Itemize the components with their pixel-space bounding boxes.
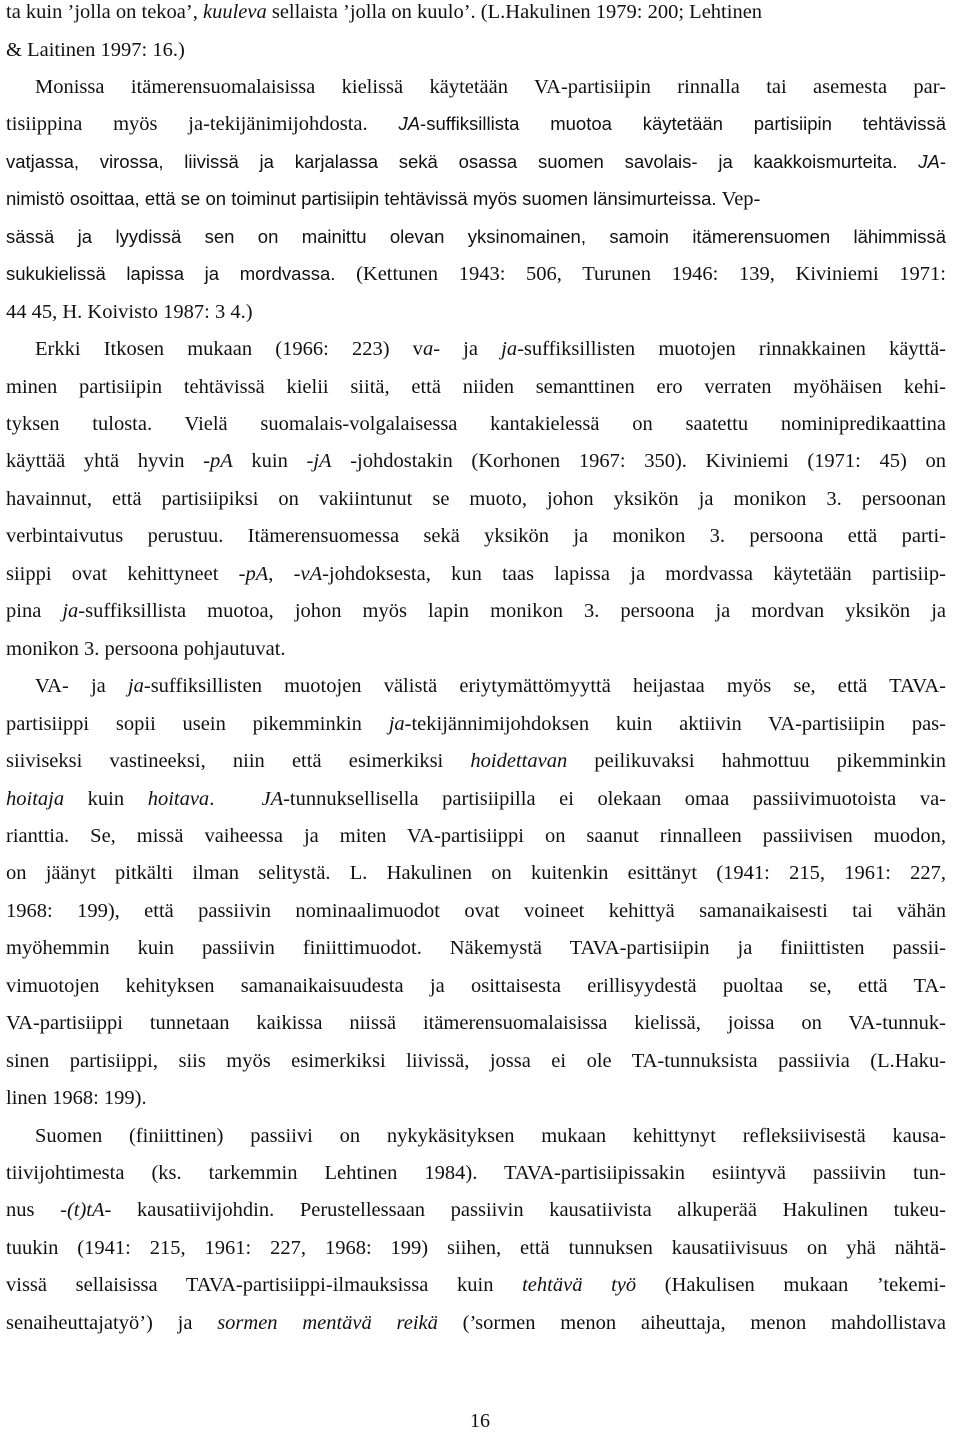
italic-term: JA xyxy=(261,787,284,810)
text-line xyxy=(6,714,946,735)
italic-term: pA xyxy=(209,450,233,473)
text-segment: havainnut, että partisiipiksi on vakiintunut se muoto, johon yksikön ja monikon 3. persoonan xyxy=(6,487,946,510)
italic-term: hoidettavan xyxy=(470,750,568,772)
text-line xyxy=(6,863,946,884)
text-line xyxy=(6,1238,946,1259)
text-segment: . xyxy=(209,787,262,810)
text-segment: tuukin (1941: 215, 1961: 227, 1968: 199) siihen, että tunnuksen kausatiivisuus on yhä nähtä- xyxy=(6,1236,946,1259)
text-segment: Erkki Itkosen mukaan (1966: 223) v xyxy=(35,338,423,361)
text-segment: vissä sellaisissa TAVA-partisiippi-ilmauksissa kuin xyxy=(6,1274,523,1297)
text-segment: VA- ja xyxy=(35,675,128,698)
text-line xyxy=(6,2,946,23)
text-segment: vimuotojen kehityksen samanaikaisuudesta ja osittaisesta erillisyydestä puoltaa se, että TA- xyxy=(6,974,946,997)
text-segment: -johdoksesta, kun taas lapissa ja mordvassa käytetään partisiip- xyxy=(322,562,947,585)
text-segment: - ja xyxy=(433,338,502,361)
text-line xyxy=(6,414,946,435)
text-segment: siippi ovat kehittyneet - xyxy=(6,562,246,585)
text-segment: tyksen tulosta. Vielä suomalais-volgalaisessa kantakielessä on saatettu nominipredikaattina xyxy=(6,413,946,435)
italic-term: ja xyxy=(388,712,405,735)
text-segment: rianttia. Se, missä vaiheessa ja miten VA-partisiippi on saanut rinnalleen passiivisen muodon, xyxy=(6,824,946,847)
text-line xyxy=(6,601,946,622)
text-segment: partisiippi sopii usein pikemminkin xyxy=(6,712,389,735)
text-segment: sellaista ’jolla on kuulo’. (L.Hakulinen 1979: 200; Lehtinen xyxy=(266,1,763,23)
italic-term: ja xyxy=(127,675,144,698)
text-segment: minen partisiipin tehtävissä kielii siitä, että niiden semanttinen ero verraten myöhäisen kehi- xyxy=(6,375,946,398)
text-segment: -suffiksillista muotoa käytetään partisiipin tehtävissä xyxy=(420,113,946,135)
text-line xyxy=(6,526,946,547)
italic-term: hoitaja xyxy=(6,787,65,810)
text-segment: - xyxy=(939,150,946,172)
text-line xyxy=(6,377,946,398)
text-segment: siiviseksi vastineeksi, niin että esimerkiksi xyxy=(6,750,471,772)
text-segment: verbintaivutus perustuu. Itämerensuomessa sekä yksikön ja monikon 3. persoona että parti- xyxy=(6,525,946,548)
italic-term: vA xyxy=(300,562,323,585)
text-segment: (’sormen menon aiheuttaja, menon mahdollistava xyxy=(437,1311,946,1334)
text-segment: linen 1968: 199). xyxy=(6,1087,147,1110)
text-segment: peilikuvaksi hahmottuu pikemminkin xyxy=(567,750,946,772)
text-segment: pina xyxy=(6,600,63,623)
text-line xyxy=(6,1088,946,1109)
text-segment: vatjassa, virossa, liivissä ja karjalassa sekä osassa suomen savolais- ja kaakkoismurteita. xyxy=(6,150,919,172)
text-line xyxy=(6,1313,946,1334)
text-segment: , - xyxy=(268,562,301,585)
text-segment: monikon 3. persoona pohjautuvat. xyxy=(6,637,286,660)
text-segment: nus - xyxy=(6,1199,67,1222)
italic-term: hoitava xyxy=(147,787,210,810)
text-line xyxy=(6,152,946,173)
italic-term: JA xyxy=(918,150,940,172)
text-line xyxy=(6,1163,946,1184)
text-line xyxy=(6,976,946,997)
text-line xyxy=(6,751,946,772)
italic-term: (t)tA xyxy=(66,1199,105,1222)
text-line xyxy=(6,227,946,248)
text-segment: käyttää yhtä hyvin - xyxy=(6,450,210,473)
text-line xyxy=(6,564,946,585)
text-segment: & Laitinen 1997: 16.) xyxy=(6,38,185,61)
italic-term: sormen mentävä reikä xyxy=(217,1311,438,1334)
text-line xyxy=(35,77,946,98)
text-segment: - kausatiivijohdin. Perustellessaan passiivin kausatiivista alkuperää Hakulinen tukeu- xyxy=(104,1199,946,1222)
text-line xyxy=(6,489,946,510)
text-segment: (Hakulisen mukaan ’tekemi- xyxy=(636,1274,946,1297)
text-segment: kuin xyxy=(64,787,148,810)
text-line xyxy=(6,451,946,472)
italic-term: ja xyxy=(501,338,518,361)
text-line xyxy=(6,789,946,810)
text-segment: (Kettunen 1943: 506, Turunen 1946: 139, Kiviniemi 1971: xyxy=(356,263,947,286)
italic-term: tehtävä työ xyxy=(522,1274,637,1297)
text-segment: myöhemmin kuin passiivin finiittimuodot. Näkemystä TAVA-partisiipin ja finiittisten passii- xyxy=(6,937,946,960)
page-number: 16 xyxy=(470,1410,490,1432)
text-line xyxy=(6,264,946,285)
text-line xyxy=(6,40,946,61)
text-segment: 44 45, H. Koivisto 1987: 3 4.) xyxy=(6,300,253,323)
text-segment: sässä ja lyydissä sen on mainittu olevan yksinomainen, samoin itämerensuomen lähimmissä xyxy=(6,225,946,247)
text-segment: tisiippina myös ja-tekijänimijohdosta. xyxy=(6,113,399,136)
text-segment: Monissa itämerensuomalaisissa kielissä käytetään VA-partisiipin rinnalla tai asemesta par- xyxy=(35,75,946,98)
text-line xyxy=(6,826,946,847)
text-segment: VA-partisiippi tunnetaan kaikissa niissä itämerensuomalaisissa kielissä, joissa on VA-tunnuk- xyxy=(6,1012,946,1035)
text-line xyxy=(6,901,946,922)
text-segment: senaiheuttajatyö’) ja xyxy=(6,1311,218,1334)
text-segment: sinen partisiippi, siis myös esimerkiksi liivissä, jossa ei ole TA-tunnuksista passiivia (L.Haku- xyxy=(6,1049,946,1072)
text-line xyxy=(6,189,946,210)
text-segment: Vep- xyxy=(721,188,761,211)
text-segment: -suffiksillisten muotojen rinnakkainen käyttä- xyxy=(517,338,947,361)
italic-term: kuuleva xyxy=(202,1,267,23)
italic-term: pA xyxy=(245,562,269,585)
text-line xyxy=(6,639,946,660)
text-line xyxy=(6,1051,946,1072)
text-segment: 1968: 199), että passiivin nominaalimuodot ovat voineet kehittyä samanaikaisesti tai vähän xyxy=(6,899,946,922)
text-segment: nimistö osoittaa, että se on toiminut partisiipin tehtävissä myös suomen länsimurteissa. xyxy=(6,188,722,210)
text-line xyxy=(35,1126,946,1147)
text-segment: -tekijännimijohdoksen kuin aktiivin VA-partisiipin pas- xyxy=(404,712,946,735)
text-line xyxy=(35,676,946,697)
italic-term: ja xyxy=(62,600,79,623)
text-segment: -suffiksillista muotoa, johon myös lapin monikon 3. persoona ja mordvan yksikön ja xyxy=(78,600,946,623)
text-segment: -johdostakin (Korhonen 1967: 350). Kiviniemi (1971: 45) on xyxy=(331,450,946,473)
text-segment: on jäänyt pitkälti ilman selitystä. L. Hakulinen on kuitenkin esittänyt (1941: 215, 1961: 227, xyxy=(6,862,946,885)
text-line xyxy=(6,114,946,135)
text-segment: sukukielissä lapissa ja mordvassa. xyxy=(6,263,357,285)
text-segment: kuin - xyxy=(232,450,314,473)
text-segment: tiivijohtimesta (ks. tarkemmin Lehtinen 1984). TAVA-partisiipissakin esiintyvä passiivin tun- xyxy=(6,1162,946,1184)
text-line xyxy=(6,1275,946,1296)
italic-term: a xyxy=(422,338,434,361)
text-segment: -suffiksillisten muotojen välistä eriytymättömyyttä heijastaa myös se, että TAVA- xyxy=(143,675,947,698)
italic-term: JA xyxy=(398,113,421,135)
text-line xyxy=(6,302,946,323)
text-line xyxy=(35,339,946,360)
text-line xyxy=(6,1013,946,1034)
text-segment: Suomen (finiittinen) passiivi on nykykäsityksen mukaan kehittynyt refleksiivisestä kausa- xyxy=(35,1124,946,1147)
text-line xyxy=(6,938,946,959)
text-segment: ta kuin ’jolla on tekoa’, xyxy=(6,1,203,23)
text-line xyxy=(6,1200,946,1221)
italic-term: jA xyxy=(313,450,332,473)
text-segment: -tunnuksellisella partisiipilla ei olekaan omaa passiivimuotoista va- xyxy=(283,787,947,810)
